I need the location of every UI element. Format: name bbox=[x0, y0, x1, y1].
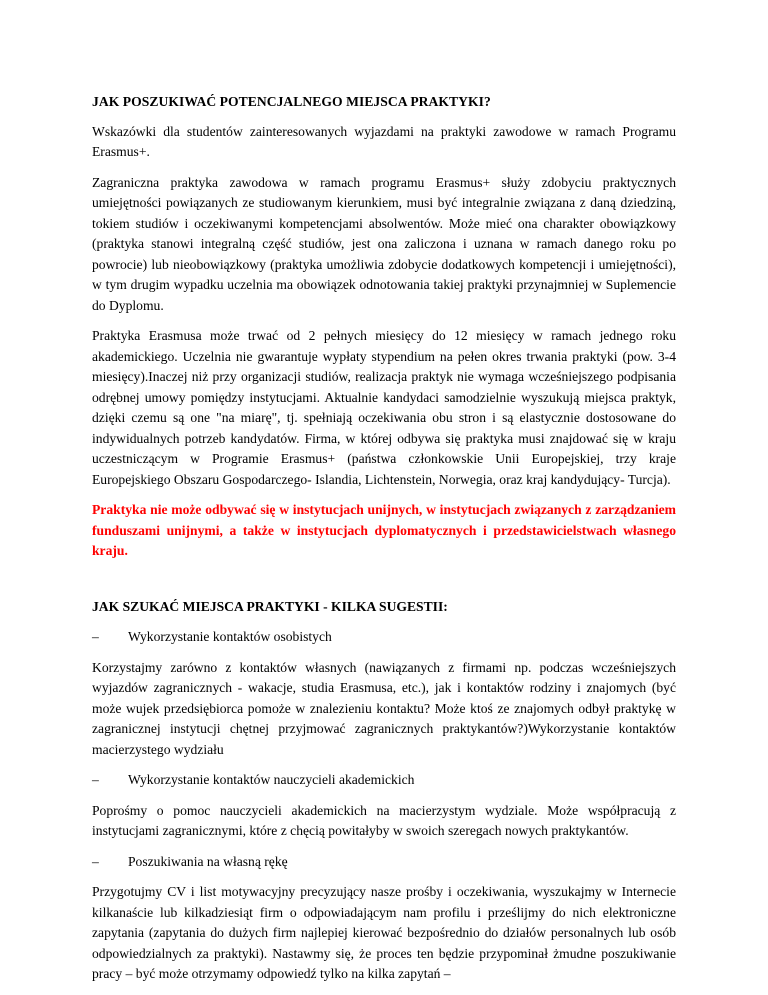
paragraph-duration: Praktyka Erasmusa może trwać od 2 pełnych miesięcy do 12 miesięcy w ramach jednego roku akademickiego. Uczelnia nie gwarantuje wypłaty stypendium na pełen okres trwania praktyki (pow. 3-4 miesięcy).Inaczej niż przy organizacji studiów, realizacja praktyk nie wymaga wcześniejszego podpisania odrębnej umowy pomiędzy instytucjami. Aktualnie kandydaci samodzielnie wyszukują miejsca praktyk, dzięki czemu są one "na miarę", tj. spełniają oczekiwania obu stron i są elastycznie dostosowane do indywidualnych potrzeb kandydatów. Firma, w której odbywa się praktyka musi znajdować się w kraju uczestniczącym w Programie Erasmus+ (państwa członkowskie Unii Europejskiej, trzy kraje Europejskiego Obszaru Gospodarczego- Islandia, Lichtenstein, Norwegia, oraz kraj kandydujący- Turcja). bbox=[92, 328, 676, 487]
bullet-label: Wykorzystanie kontaktów osobistych bbox=[128, 629, 332, 644]
bullet-item-academic-contacts bbox=[92, 770, 676, 791]
paragraph-personal-contacts: Korzystajmy zarówno z kontaktów własnych (nawiązanych z firmami np. podczas wcześniejszych wyjazdów zagranicznych - wakacje, studia Erasmusa, etc.), jak i kontaktów rodziny i znajomych (być może wujek przedsiębiorca pomoże w znalezieniu kontaktu? Może ktoś ze znajomych odbył praktykę w zagranicznej instytucji chętnej przyjmować zagranicznych praktykantów?)Wykorzystanie kontaktów macierzystego wydziału bbox=[92, 659, 676, 757]
bullet-item-own-search bbox=[92, 852, 676, 873]
section-heading-1: JAK POSZUKIWAĆ POTENCJALNEGO MIEJSCA PRAKTYKI? bbox=[92, 94, 491, 109]
paragraph-own-search: Przygotujmy CV i list motywacyjny precyzujący nasze prośby i oczekiwania, wyszukajmy w Internecie kilkanaście lub kilkadziesiąt firm o odpowiadającym nam profilu i prześlijmy do nich elektroniczne zapytania (zapytania do dużych firm najlepiej kierować bezpośrednio do działów personalnych lub osób odpowiedzialnych za praktyki). Nastawmy się, że proces ten będzie przypominał żmudne poszukiwanie pracy – być może otrzymamy odpowiedź tylko na kilka zapytań – bbox=[92, 884, 676, 981]
section-heading-2: JAK SZUKAĆ MIEJSCA PRAKTYKI - KILKA SUGESTII: bbox=[92, 598, 448, 614]
intro-paragraph: Wskazówki dla studentów zainteresowanych wyjazdami na praktyki zawodowe w ramach Programu Erasmus+. bbox=[92, 123, 676, 159]
warning-paragraph: Praktyka nie może odbywać się w instytucjach unijnych, w instytucjach związanych z zarządzaniem funduszami unijnymi, a także w instytucjach dyplomatycznych i przedstawicielstwach własnego kraju. bbox=[92, 502, 676, 558]
paragraph-academic-contacts: Poprośmy o pomoc nauczycieli akademickich na macierzystym wydziale. Może współpracują z instytucjami zagranicznymi, które z chęcią powitałyby w swoich szeregach nowych praktykantów. bbox=[92, 802, 676, 838]
dash-bullet-icon: – bbox=[92, 772, 99, 787]
bullet-label: Poszukiwania na własną rękę bbox=[128, 853, 288, 869]
bullet-label: Wykorzystanie kontaktów nauczycieli akademickich bbox=[128, 772, 415, 787]
paragraph-program-purpose: Zagraniczna praktyka zawodowa w ramach programu Erasmus+ służy zdobyciu praktycznych umiejętności powiązanych ze studiowanym kierunkiem, musi być integralnie związana z daną dziedziną, tokiem studiów i oczekiwanymi kompetencjami absolwentów. Może mieć ona charakter obowiązkowy (praktyka stanowi integralną część studiów, jest ona zaliczona i uznana w ramach danego roku po powrocie) lub nieobowiązkowy (praktyka umożliwia zdobycie dodatkowych kompetencji i umiejętności), w tym drugim wypadku uczelnia ma obowiązek odnotowania takiej praktyki przynajmniej w Suplemencie do Dyplomu. bbox=[92, 174, 676, 313]
bullet-item-personal-contacts bbox=[92, 627, 676, 648]
dash-bullet-icon: – bbox=[92, 853, 99, 869]
dash-bullet-icon: – bbox=[92, 629, 99, 644]
document-page bbox=[92, 92, 676, 995]
